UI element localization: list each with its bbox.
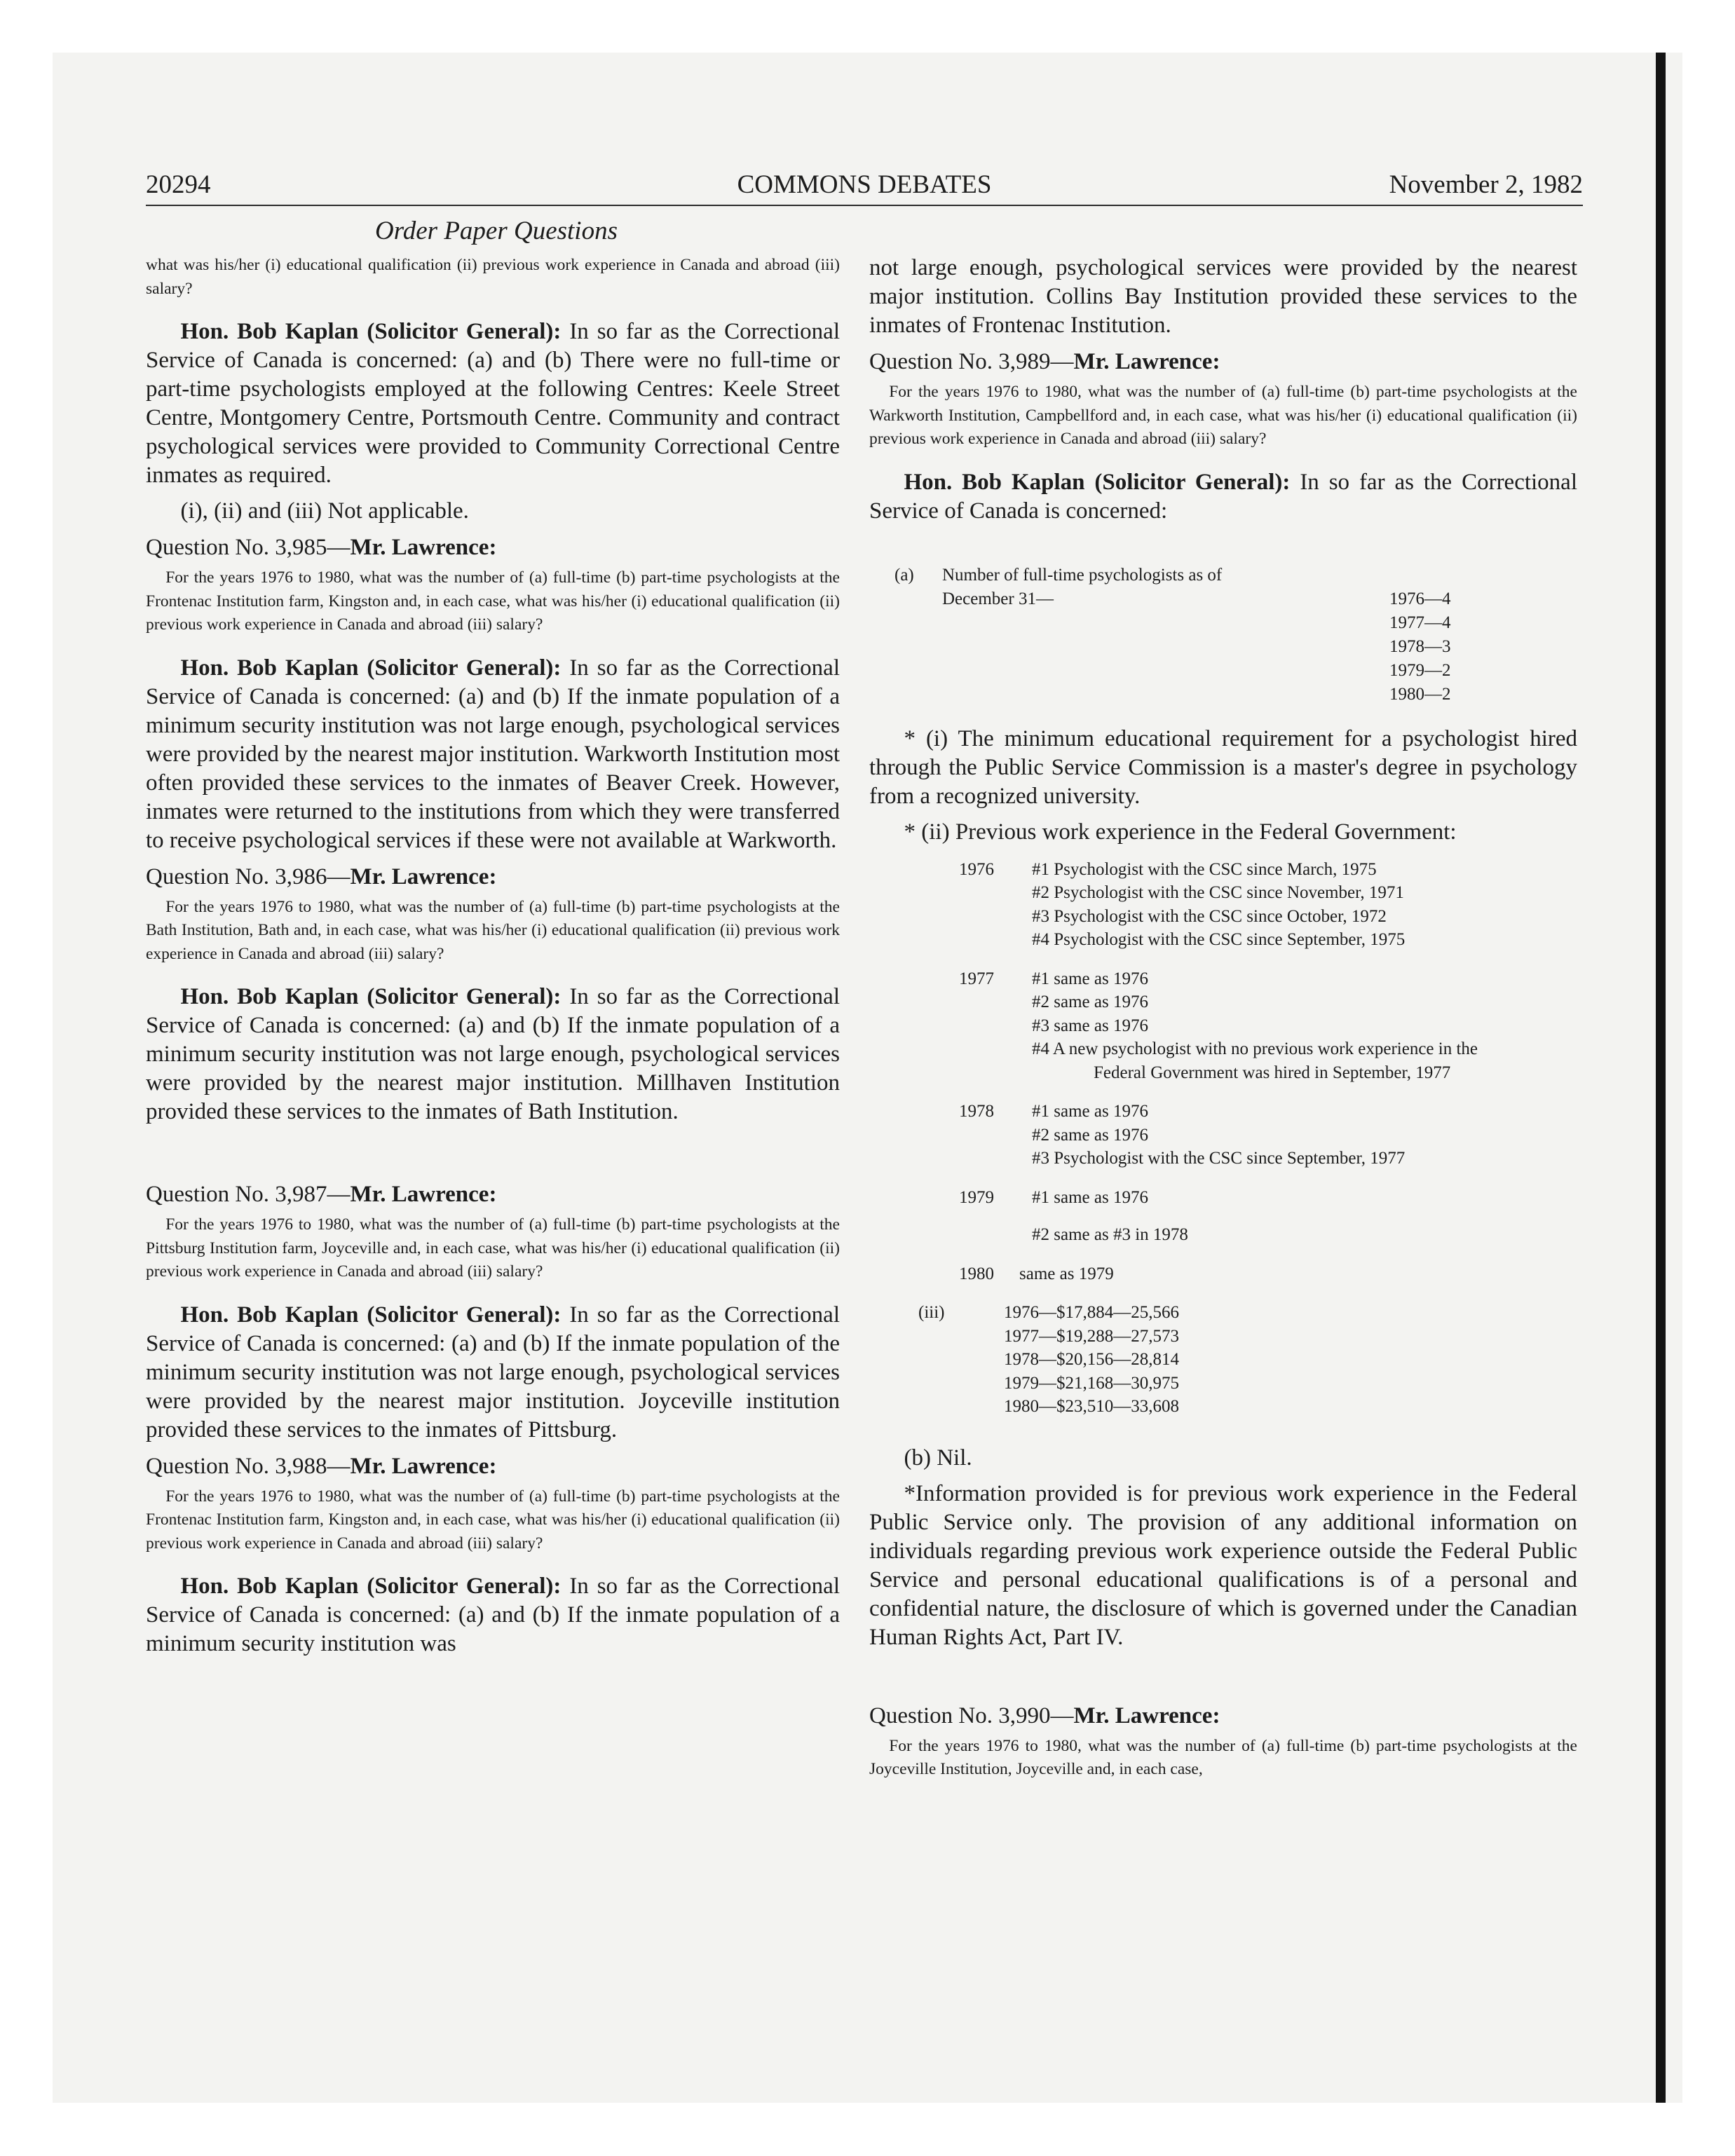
question-heading xyxy=(146,533,840,562)
answer-text: In so far as the Correctional Service of Canada is concerned: (a) and (b) If the inmate population of the minimum security institution was not large enough, psychological services were provided by the nearest major institution. Joyceville institution provided these services to the inmates of Pittsburg. xyxy=(146,1302,841,1442)
answer-paragraph: (i), (ii) and (iii) Not applicable. xyxy=(180,498,469,524)
experience-year: 1977 xyxy=(959,969,994,988)
member-name: Mr. Lawrence: xyxy=(350,1453,497,1479)
experience-line: Federal Government was hired in September, 1977 xyxy=(1094,1063,1451,1082)
answer-text: In so far as the Correctional Service of Canada is concerned: xyxy=(869,469,1578,524)
experience-table xyxy=(869,858,1577,1286)
question-text: For the years 1976 to 1980, what was the number of (a) full-time (b) part-time psychologists at the Pittsburg Institution farm, Joyceville and, in each case, what was his/her (i) educational qualification (ii) previous work experience in Canada and abroad (iii) salary? xyxy=(146,1215,840,1281)
year-count: 1976—4 xyxy=(1389,589,1451,608)
table-description: Number of full-time psychologists as of xyxy=(942,565,1223,585)
question-continuation: what was his/her (i) educational qualification (ii) previous work experience in Canada and abroad (iii) salary? xyxy=(146,256,840,298)
publication-title: COMMONS DEBATES xyxy=(737,170,992,199)
experience-line: #2 same as 1976 xyxy=(1032,1125,1148,1145)
year-count-list xyxy=(1389,587,1451,707)
experience-line: #2 same as #3 in 1978 xyxy=(1032,1225,1188,1244)
salary-key: (iii) xyxy=(918,1303,945,1322)
table-key: (a) xyxy=(894,565,914,585)
year-count: 1978—3 xyxy=(1389,636,1451,656)
answer-paragraph xyxy=(146,654,840,855)
question-number: Question No. 3,986— xyxy=(146,864,351,889)
speaker-name: Hon. Bob Kaplan (Solicitor General): xyxy=(180,319,562,344)
question-number: Question No. 3,990— xyxy=(869,1703,1074,1728)
question-number: Question No. 3,987— xyxy=(146,1182,351,1207)
question-heading xyxy=(869,347,1577,376)
member-name: Mr. Lawrence: xyxy=(1073,349,1220,374)
question-heading xyxy=(146,1180,840,1209)
question-heading xyxy=(146,862,840,892)
question-text: For the years 1976 to 1980, what was the number of (a) full-time (b) part-time psychologists at the Joyceville Institution, Joyceville and, in each case, xyxy=(869,1736,1577,1778)
table-description: December 31— xyxy=(942,589,1054,608)
experience-line: #3 Psychologist with the CSC since September, 1977 xyxy=(1032,1149,1406,1168)
year-count: 1977—4 xyxy=(1389,613,1451,632)
answer-paragraph xyxy=(146,1572,840,1658)
answer-paragraph: (b) Nil. xyxy=(904,1445,972,1471)
information-note: *Information provided is for previous work experience in the Federal Public Service only. The provision of any additional information on individuals regarding previous work experience outside the Federal Public Service and personal educational qualifications is of a personal and confidential nature, the disclosure of which is governed under the Canadian Human Rights Act, Part IV. xyxy=(869,1480,1577,1650)
section-title: Order Paper Questions xyxy=(375,217,618,245)
experience-line: same as 1979 xyxy=(1019,1264,1114,1283)
experience-year-group xyxy=(869,967,1577,1085)
experience-year-group xyxy=(869,1186,1577,1247)
experience-title: * (ii) Previous work experience in the Federal Government: xyxy=(904,819,1457,845)
page-number: 20294 xyxy=(146,170,211,199)
answer-paragraph xyxy=(146,318,840,490)
experience-year: 1978 xyxy=(959,1102,994,1121)
question-text: For the years 1976 to 1980, what was the number of (a) full-time (b) part-time psychologists at the Frontenac Institution farm, Kingston and, in each case, what was his/her (i) educational qualification (ii) previous work experience in Canada and abroad (iii) salary? xyxy=(146,1487,840,1553)
member-name: Mr. Lawrence: xyxy=(1073,1703,1220,1728)
page-header xyxy=(146,163,1583,206)
fulltime-count-table xyxy=(869,564,1577,712)
experience-line: #1 same as 1976 xyxy=(1032,1102,1148,1121)
question-heading xyxy=(869,1701,1577,1731)
salary-line: 1978—$20,156—28,814 xyxy=(1004,1350,1179,1369)
experience-line: #2 same as 1976 xyxy=(1032,992,1148,1011)
experience-year-group xyxy=(869,1100,1577,1171)
experience-year: 1979 xyxy=(959,1187,994,1207)
answer-text: In so far as the Correctional Service of Canada is concerned: (a) and (b) There were no full-time or part-time psychologists employed at the following Centres: Keele Street Centre, Montgomery Centre, Portsmouth Centre. Community and contract psychological services were provided to Community Correctional Centre inmates as required. xyxy=(146,319,841,488)
question-number: Question No. 3,989— xyxy=(869,349,1074,374)
experience-line: #4 Psychologist with the CSC since September, 1975 xyxy=(1032,930,1406,949)
salary-line: 1980—$23,510—33,608 xyxy=(1004,1397,1179,1416)
speaker-name: Hon. Bob Kaplan (Solicitor General): xyxy=(180,1302,562,1328)
salary-line: 1976—$17,884—25,566 xyxy=(1004,1303,1179,1322)
salary-line: 1977—$19,288—27,573 xyxy=(1004,1326,1179,1346)
spacer xyxy=(146,1133,840,1180)
answer-continuation: not large enough, psychological services were provided by the nearest major institution. Collins Bay Institution provided these services to the inmates of Frontenac Institution. xyxy=(869,255,1577,338)
experience-line: #1 same as 1976 xyxy=(1032,1187,1148,1207)
experience-line: #2 Psychologist with the CSC since November, 1971 xyxy=(1032,883,1404,902)
year-count: 1980—2 xyxy=(1389,684,1451,704)
member-name: Mr. Lawrence: xyxy=(350,1182,497,1207)
answer-paragraph xyxy=(146,1301,840,1445)
answer-paragraph xyxy=(869,468,1577,526)
experience-year: 1980 xyxy=(959,1264,994,1283)
salary-line: 1979—$21,168—30,975 xyxy=(1004,1373,1179,1393)
year-count: 1979—2 xyxy=(1389,660,1451,680)
experience-year: 1976 xyxy=(959,859,994,879)
question-heading xyxy=(146,1452,840,1481)
speaker-name: Hon. Bob Kaplan (Solicitor General): xyxy=(180,984,562,1009)
answer-text: In so far as the Correctional Service of Canada is concerned: (a) and (b) If the inmate population of a minimum security institution was xyxy=(146,1574,841,1656)
experience-line: #3 Psychologist with the CSC since October, 1972 xyxy=(1032,906,1387,926)
question-number: Question No. 3,988— xyxy=(146,1453,351,1479)
experience-year-group xyxy=(869,858,1577,952)
question-text: For the years 1976 to 1980, what was the number of (a) full-time (b) part-time psychologists at the Warkworth Institution, Campbellford and, in each case, what was his/her (i) educational qualification (ii) previous work experience in Canada and abroad (iii) salary? xyxy=(869,383,1577,448)
experience-line: #4 A new psychologist with no previous work experience in the xyxy=(1032,1039,1478,1058)
answer-paragraph xyxy=(146,983,840,1126)
experience-line: #1 Psychologist with the CSC since March, 1975 xyxy=(1032,859,1377,879)
answer-text: In so far as the Correctional Service of Canada is concerned: (a) and (b) If the inmate population of a minimum security institution was not large enough, psychological services were provided by the nearest major institution. Millhaven Institution provided these services to the inmates of Bath Institution. xyxy=(146,984,841,1124)
question-number: Question No. 3,985— xyxy=(146,535,351,560)
speaker-name: Hon. Bob Kaplan (Solicitor General): xyxy=(180,655,562,681)
publication-date: November 2, 1982 xyxy=(1389,170,1583,199)
experience-line: #3 same as 1976 xyxy=(1032,1016,1148,1035)
question-text: For the years 1976 to 1980, what was the number of (a) full-time (b) part-time psychologists at the Bath Institution, Bath and, in each case, what was his/her (i) educational qualification (ii) previous work experience in Canada and abroad (iii) salary? xyxy=(146,897,840,963)
scan-edge-shadow xyxy=(1656,53,1666,2103)
right-column xyxy=(869,254,1577,1799)
speaker-name: Hon. Bob Kaplan (Solicitor General): xyxy=(904,469,1291,495)
answer-text: In so far as the Correctional Service of Canada is concerned: (a) and (b) If the inmate population of a minimum security institution was not large enough, psychological services were provided by the nearest major institution. Warkworth Institution most often provided these services to the inmates of Beaver Creek. However, inmates were returned to the institutions from which they were transferred to receive psychological services if these were not available at Warkworth. xyxy=(146,655,841,853)
speaker-name: Hon. Bob Kaplan (Solicitor General): xyxy=(180,1574,562,1599)
question-text: For the years 1976 to 1980, what was the number of (a) full-time (b) part-time psychologists at the Frontenac Institution farm, Kingston and, in each case, what was his/her (i) educational qualification (ii) previous work experience in Canada and abroad (iii) salary? xyxy=(146,568,840,634)
member-name: Mr. Lawrence: xyxy=(350,535,497,560)
member-name: Mr. Lawrence: xyxy=(350,864,497,889)
experience-year-group xyxy=(869,1262,1577,1286)
salary-table xyxy=(869,1301,1577,1419)
left-column xyxy=(146,254,840,1665)
education-paragraph: * (i) The minimum educational requirement for a psychologist hired through the Public Service Commission is a master's degree in psychology from a recognized university. xyxy=(869,725,1577,809)
spacer xyxy=(869,1659,1577,1701)
experience-line: #1 same as 1976 xyxy=(1032,969,1148,988)
